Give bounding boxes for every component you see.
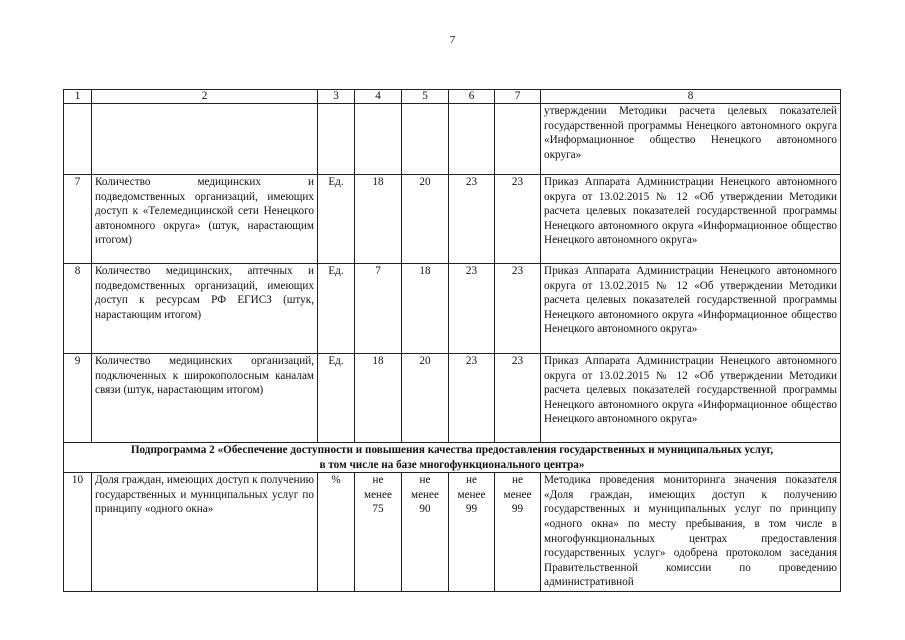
value-line: не [466,474,477,487]
basis-cell: Приказ Аппарата Администрации Ненецкого автономного округа от 13.02.2015 № 12 «Об утверждении Методики расчета целевых показателей государственной программы Ненецкого автономного округа «Информационное общество Ненецкого автономного округа» [541,264,841,354]
continuation-row [64,104,841,175]
value-line: не [419,474,431,487]
column-header: 7 [495,90,541,104]
table-cell [92,104,318,175]
value-cell: 23 [495,354,541,443]
table-cell [64,104,92,175]
unit-cell: % [318,473,355,592]
value-cell: 20 [402,354,449,443]
value-cell: 18 [402,264,449,354]
basis-cell: Методика проведения мониторинга значения показателя «Доля граждан, имеющих доступ к получению государственных и муниципальных услуг по принципу «одного окна» по месту пребывания, в том числе в многофункциональных центрах предоставления государственных услуг» одобрена протоколом заседания Правительственной комиссии по проведению административной [541,473,841,592]
indicators-table [63,89,841,592]
indicator-name: Количество медицинских и подведомственных организаций, имеющих доступ к «Телемедицинской сети Ненецкого автономного округа» (штук, нарастающим итогом) [92,175,318,264]
value-cell [495,473,541,592]
row-number: 9 [64,354,92,443]
value-cell: 20 [402,175,449,264]
value-cell [355,473,402,592]
page-number: 7 [449,34,456,46]
value-cell [402,473,449,592]
value-line: менее [457,488,486,501]
basis-cell: Приказ Аппарата Администрации Ненецкого автономного округа от 13.02.2015 № 12 «Об утверждении Методики расчета целевых показателей государственной программы Ненецкого автономного округа «Информационное общество Ненецкого автономного округа» [541,354,841,443]
value-cell: 23 [495,264,541,354]
table-cell [495,104,541,175]
table-row [64,354,841,443]
column-header: 1 [64,90,92,104]
value-line: не [512,474,523,487]
value-line: менее [411,488,439,501]
value-cell: 23 [449,354,495,443]
unit-cell: Ед. [318,354,355,443]
value-cell: 7 [355,264,402,354]
table-row [64,175,841,264]
value-line: 99 [511,503,524,516]
value-line: 75 [372,503,384,516]
table-row [64,473,841,592]
indicator-name: Количество медицинских, аптечных и подведомственных организаций, имеющих доступ к ресурсам РФ ЕГИСЗ (штук, нарастающим итогом) [92,264,318,354]
row-number: 10 [64,473,92,592]
subprogram-title-line1: Подпрограмма 2 «Обеспечение доступности и повышения качества предоставления государственных и муниципальных услуг, [130,444,774,456]
row-number: 8 [64,264,92,354]
value-line: не [372,474,384,487]
value-line: менее [364,488,392,501]
value-cell: 23 [449,264,495,354]
subprogram-heading [64,443,841,473]
column-header: 3 [318,90,355,104]
subprogram-row [64,443,841,473]
unit-cell: Ед. [318,175,355,264]
unit-cell: Ед. [318,264,355,354]
subprogram-title-line2: в том числе на базе многофункционального центра» [319,458,585,471]
column-header: 5 [402,90,449,104]
table-cell [355,104,402,175]
value-line: менее [503,488,532,501]
table-cell [449,104,495,175]
table-row [64,264,841,354]
value-cell: 18 [355,354,402,443]
table-cell [318,104,355,175]
value-cell: 23 [449,175,495,264]
value-line: 99 [465,503,478,516]
column-header: 8 [541,90,841,104]
table-cell [402,104,449,175]
row-number: 7 [64,175,92,264]
indicator-name: Доля граждан, имеющих доступ к получению государственных и муниципальных услуг по принципу «одного окна» [92,473,318,592]
value-cell: 23 [495,175,541,264]
value-cell: 18 [355,175,402,264]
indicator-name: Количество медицинских организаций, подключенных к широкополосным каналам связи (штук, нарастающим итогом) [92,354,318,443]
column-header: 6 [449,90,495,104]
value-cell [449,473,495,592]
column-header: 2 [92,90,318,104]
basis-cell: Приказ Аппарата Администрации Ненецкого автономного округа от 13.02.2015 № 12 «Об утверждении Методики расчета целевых показателей государственной программы Ненецкого автономного округа «Информационное общество Ненецкого автономного округа» [541,175,841,264]
basis-cell: утверждении Методики расчета целевых показателей государственной программы Ненецкого автономного округа «Информационное общество Ненецкого автономного округа» [541,104,841,175]
column-header: 4 [355,90,402,104]
column-header-row [64,90,841,104]
value-line: 90 [419,503,431,516]
